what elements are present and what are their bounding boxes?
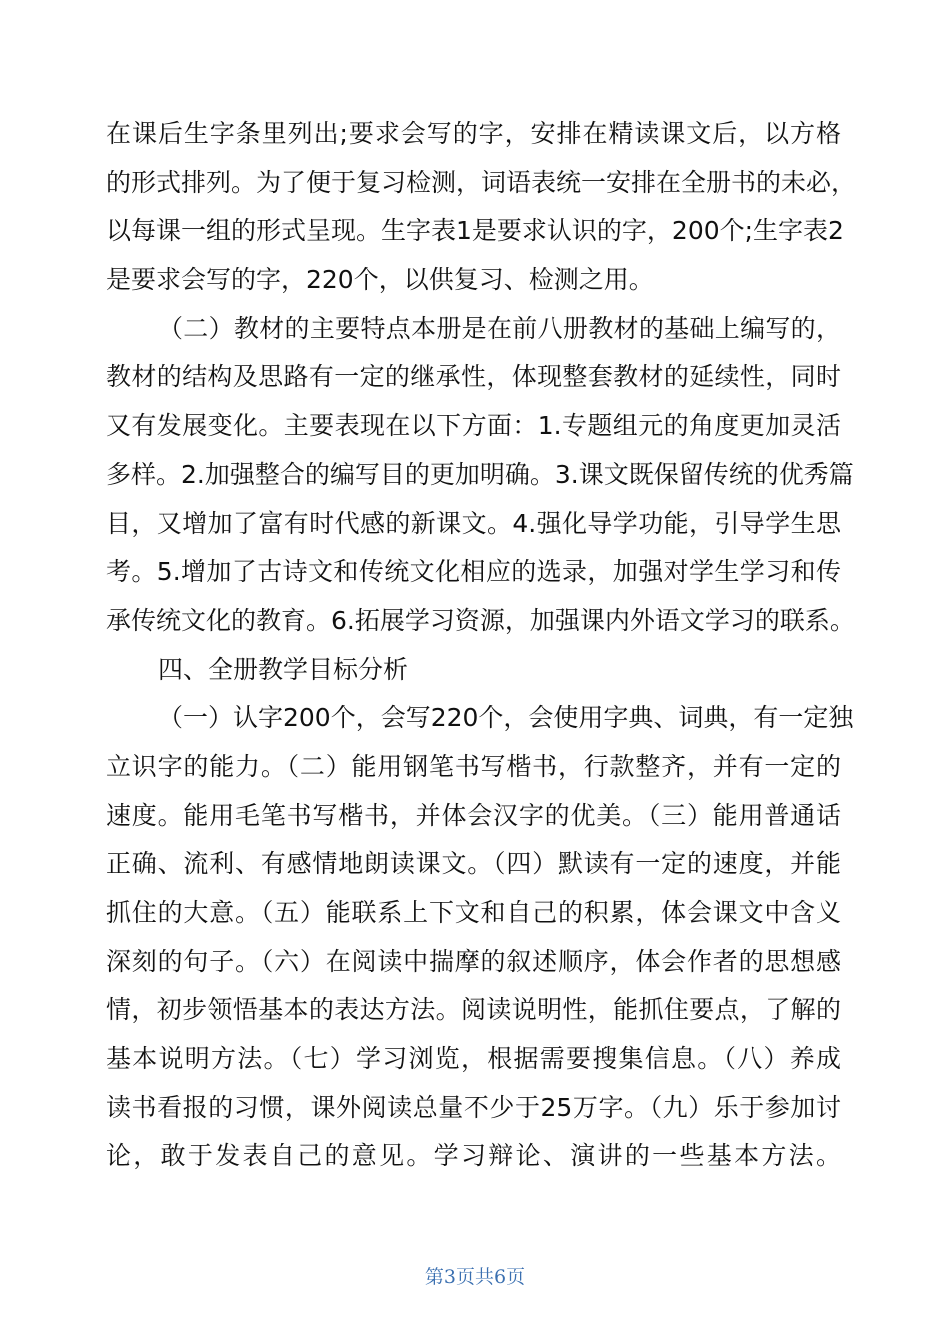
text-line: 基本说明方法。（七）学习浏览，根据需要搜集信息。（八）养成 <box>106 1044 841 1074</box>
text-line: （二）教材的主要特点本册是在前八册教材的基础上编写的， <box>158 313 841 343</box>
text-line: 读书看报的习惯，课外阅读总量不少于25万字。（九）乐于参加讨 <box>106 1092 841 1122</box>
text-line: （一）认字200个，会写220个，会使用字典、词典，有一定独 <box>158 703 854 733</box>
text-line: 立识字的能力。（二）能用钢笔书写楷书，行款整齐，并有一定的 <box>106 751 841 781</box>
text-line: 教材的结构及思路有一定的继承性，体现整套教材的延续性，同时 <box>106 362 841 392</box>
text-line: 是要求会写的字，220个，以供复习、检测之用。 <box>106 265 654 295</box>
text-line: 多样。2.加强整合的编写目的更加明确。3.课文既保留传统的优秀篇 <box>106 459 854 489</box>
text-line: 又有发展变化。主要表现在以下方面：1.专题组元的角度更加灵活 <box>106 411 841 441</box>
text-line: 深刻的句子。（六）在阅读中揣摩的叙述顺序，体会作者的思想感 <box>106 946 841 976</box>
text-line: 的形式排列。为了便于复习检测，词语表统一安排在全册书的未必， <box>106 167 857 197</box>
text-line: 考。5.增加了古诗文和传统文化相应的选录，加强对学生学习和传 <box>106 557 841 587</box>
text-line: 论，敢于发表自己的意见。学习辩论、演讲的一些基本方法。 <box>106 1141 841 1171</box>
text-line: 目，又增加了富有时代感的新课文。4.强化导学功能，引导学生思 <box>106 508 841 538</box>
text-line: 抓住的大意。（五）能联系上下文和自己的积累，体会课文中含义 <box>106 898 841 927</box>
text-line: 速度。能用毛笔书写楷书，并体会汉字的优美。（三）能用普通话 <box>106 800 841 830</box>
text-line: 以每课一组的形式呈现。生字表1是要求认识的字，200个;生字表2 <box>106 216 844 246</box>
text-line: 在课后生字条里列出;要求会写的字，安排在精读课文后，以方格 <box>106 119 841 148</box>
body-text <box>106 110 857 1181</box>
page-number: 第3页共6页 <box>424 1266 526 1288</box>
section-heading: 四、全册教学目标分析 <box>158 654 409 684</box>
text-line: 正确、流利、有感情地朗读课文。（四）默读有一定的速度，并能 <box>106 849 841 879</box>
text-line: 情，初步领悟基本的表达方法。阅读说明性，能抓住要点，了解的 <box>106 995 841 1025</box>
text-line: 承传统文化的教育。6.拓展学习资源，加强课内外语文学习的联系。 <box>106 605 855 635</box>
